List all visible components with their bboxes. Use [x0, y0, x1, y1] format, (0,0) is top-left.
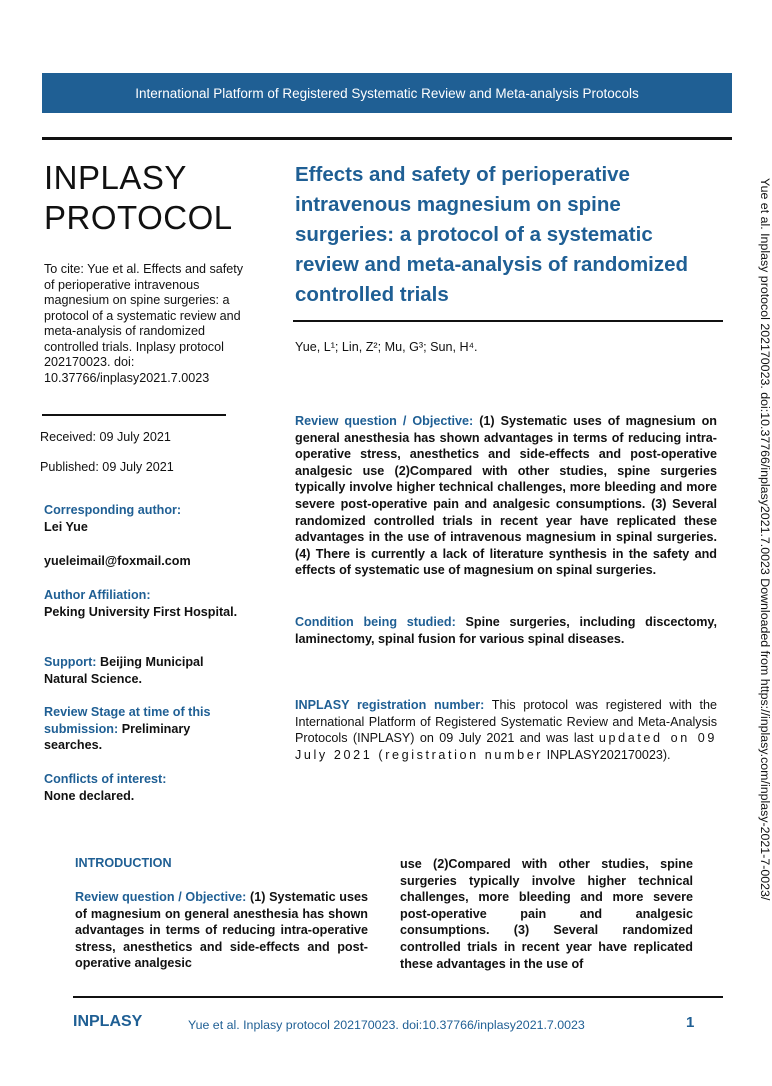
support-info: [44, 654, 244, 687]
paper-title: Effects and safety of perioperative intravenous magnesium on spine surgeries: a protocol of a systematic review and meta-analysis of randomized controlled trials: [295, 163, 689, 306]
stage-label: Review Stage at time of this submission:: [44, 705, 211, 736]
abstract-condition: [295, 614, 717, 647]
protocol-brand: [44, 158, 244, 238]
corresponding-name: Lei Yue: [44, 519, 88, 534]
cite-block: To cite: Yue et al. Effects and safety of perioperative intravenous magnesium on spine surgeries: a protocol of a systematic review and meta-analysis of randomized controlled trials. Inplasy protocol 202170023. doi: 10.37766/inplasy2021.7.0023: [44, 262, 244, 385]
support-value: Beijing Municipal Natural Science.: [44, 655, 204, 686]
footer-rule: [73, 996, 723, 998]
author-list: Yue, L¹; Lin, Z²; Mu, G³; Sun, H⁴.: [295, 340, 478, 354]
review-stage: [44, 704, 244, 754]
author-affiliation: [44, 587, 244, 620]
author-email[interactable]: yueleimail@foxmail.com: [44, 554, 191, 568]
footer-citation: Yue et al. Inplasy protocol 202170023. doi:10.37766/inplasy2021.7.0023: [188, 1018, 585, 1032]
abstract-cond-text: Spine surgeries, including discectomy, laminectomy, spinal fusion for various spinal diseases.: [295, 615, 717, 646]
registration-text-c: INPLASY202170023).: [546, 747, 671, 762]
brand-line-2: PROTOCOL: [44, 199, 233, 236]
intro-rq-label: Review question / Objective:: [75, 890, 247, 904]
abstract-review-question: [295, 413, 717, 579]
cite-rule: [42, 414, 226, 416]
abstract-cond-label: Condition being studied:: [295, 615, 456, 629]
registration-label: INPLASY registration number:: [295, 698, 485, 712]
published-date: Published: 09 July 2021: [40, 460, 174, 474]
registration-info: [295, 697, 717, 763]
footer-brand: INPLASY: [73, 1013, 143, 1030]
abstract-rq-label: Review question / Objective:: [295, 414, 474, 428]
page-number: 1: [686, 1014, 695, 1031]
header-banner: [42, 73, 732, 113]
corresponding-label: Corresponding author:: [44, 503, 182, 517]
intro-left-column: [75, 889, 368, 972]
title-rule: [293, 320, 723, 322]
conflicts-value: None declared.: [44, 788, 135, 803]
registration-text-b: updated on 09 July 2021 (registration number: [295, 731, 718, 762]
conflicts-label: Conflicts of interest:: [44, 772, 167, 786]
support-label: Support:: [44, 655, 97, 669]
intro-left-text: (1) Systematic uses of magnesium on general anesthesia has shown advantages in terms of reducing intra-operative stress, anesthetics and side-effects and post-operative analgesic: [75, 890, 368, 971]
brand-line-1: INPLASY: [44, 159, 187, 196]
affiliation-value: Peking University First Hospital.: [44, 604, 238, 619]
top-rule: [42, 137, 732, 140]
introduction-heading: INTRODUCTION: [75, 856, 172, 870]
abstract-rq-text: (1) Systematic uses of magnesium on general anesthesia has shown advantages in terms of reducing intra-operative stress, anesthetics and side-effects and post-operative analgesic use (2)Compared with other studies, spine surgeries typically involve higher technical challenges, more bleeding and more severe post-operative pain and analgesic consumptions. (3) Several randomized controlled trials in recent year have replicated these advantages in the use of intravenous magnesium in spinal surgeries. (4) There is currently a lack of literature synthesis in the safety and effects of systematic use of magnesium on spinal surgeries.: [295, 414, 718, 578]
banner-text: International Platform of Registered Systematic Review and Meta-analysis Protocols: [135, 85, 639, 101]
stage-value: Preliminary searches.: [44, 721, 191, 752]
received-date: Received: 09 July 2021: [40, 430, 171, 444]
affiliation-label: Author Affiliation:: [44, 588, 151, 602]
vertical-download-note[interactable]: Yue et al. Inplasy protocol 202170023. doi:10.37766/inplasy2021.7.0023 Downloaded from https://inplasy.com/inplasy-2021-7-0023/: [758, 178, 772, 901]
registration-text-a: This protocol was registered with the International Platform of Registered Systematic Review and Meta-Analysis Protocols (INPLASY) on 09 July 2021 and was last: [295, 698, 717, 746]
intro-right-column: use (2)Compared with other studies, spine surgeries typically involve higher technical challenges, more bleeding and more severe post-operative pain and analgesic consumptions. (3) Several randomized controlled trials in recent year have replicated these advantages in the use of: [400, 857, 693, 971]
corresponding-author: [44, 502, 244, 535]
conflicts-of-interest: [44, 771, 244, 804]
